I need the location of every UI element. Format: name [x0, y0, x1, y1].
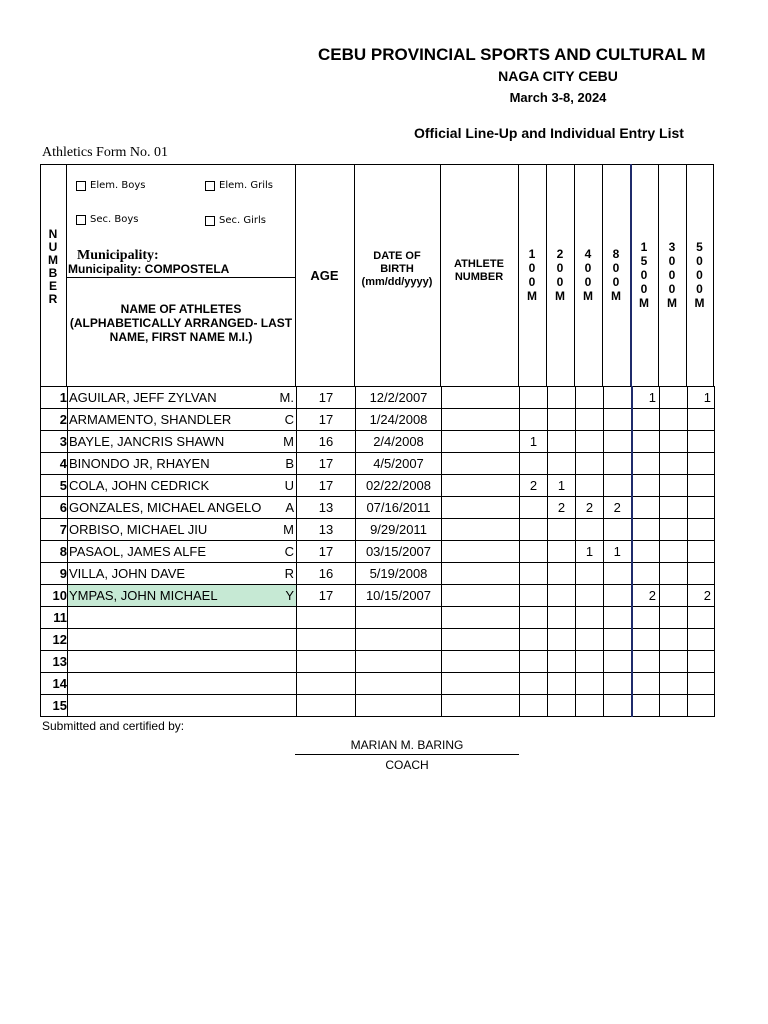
event-200m-cell[interactable]: 2 — [548, 497, 576, 519]
event-1500m-cell[interactable] — [632, 541, 660, 563]
athlete-number-cell[interactable] — [442, 651, 520, 673]
event-dates: March 3-8, 2024 — [509, 90, 607, 105]
row-number[interactable]: 9 — [41, 563, 68, 585]
athlete-number-cell[interactable] — [442, 541, 520, 563]
dob-cell[interactable] — [356, 695, 442, 717]
athlete-name: BAYLE, JANCRIS SHAWN — [69, 434, 225, 449]
event-5000m-header: 5 0 0 0 M — [694, 240, 705, 310]
athlete-name: YMPAS, JOHN MICHAEL — [69, 588, 218, 603]
dob-column-header: DATE OF BIRTH (mm/dd/yyyy) — [361, 249, 433, 288]
age-column-header: AGE — [310, 267, 339, 283]
athlete-name: VILLA, JOHN DAVE — [69, 566, 186, 581]
age-cell[interactable]: 17 — [297, 409, 356, 431]
athlete-name-cell[interactable] — [68, 387, 297, 409]
checkbox-icon — [205, 181, 215, 191]
athlete-number-cell[interactable] — [442, 431, 520, 453]
event-5000m-cell[interactable] — [688, 673, 715, 695]
event-3000m-cell[interactable] — [660, 629, 688, 651]
table-row — [41, 387, 715, 409]
signature-line — [295, 754, 519, 755]
number-column-header: N U M B E R — [48, 227, 58, 306]
event-1500m-cell[interactable]: 2 — [632, 585, 660, 607]
event-200m-cell[interactable] — [548, 409, 576, 431]
table-header — [40, 164, 714, 386]
event-400m-cell[interactable] — [576, 585, 604, 607]
athlete-name: AGUILAR, JEFF ZYLVAN — [69, 390, 217, 405]
middle-initial: M — [283, 522, 294, 537]
athlete-name: BINONDO JR, RHAYEN — [69, 456, 210, 471]
age-cell[interactable]: 17 — [297, 475, 356, 497]
athlete-number-cell[interactable] — [442, 563, 520, 585]
row-number[interactable]: 13 — [41, 651, 68, 673]
middle-initial: C — [284, 412, 294, 427]
table-row — [41, 453, 715, 475]
event-100m-cell[interactable] — [520, 453, 548, 475]
event-3000m-header: 3 0 0 0 M — [667, 240, 677, 310]
event-3000m-cell[interactable] — [660, 607, 688, 629]
event-1500m-cell[interactable] — [632, 431, 660, 453]
event-1500m-cell[interactable] — [632, 519, 660, 541]
age-cell[interactable] — [297, 695, 356, 717]
event-1500m-header: 1 5 0 0 M — [639, 240, 649, 310]
row-number[interactable]: 1 — [41, 387, 68, 409]
athlete-table — [40, 386, 715, 717]
event-100m-cell[interactable] — [520, 563, 548, 585]
event-3000m-cell[interactable] — [660, 453, 688, 475]
athlete-name-cell[interactable] — [68, 497, 297, 519]
event-800m-cell[interactable] — [604, 409, 632, 431]
event-100m-cell[interactable]: 2 — [520, 475, 548, 497]
athlete-number-cell[interactable] — [442, 585, 520, 607]
athlete-number-cell[interactable] — [442, 629, 520, 651]
athlete-name-cell[interactable] — [68, 475, 297, 497]
event-5000m-cell[interactable] — [688, 541, 715, 563]
table-row — [41, 695, 715, 717]
elem-boys-checkbox[interactable]: Elem. Boys — [76, 180, 145, 191]
age-cell[interactable]: 13 — [297, 519, 356, 541]
event-200m-cell[interactable] — [548, 651, 576, 673]
event-800m-cell[interactable] — [604, 673, 632, 695]
event-100m-cell[interactable] — [520, 673, 548, 695]
event-5000m-cell[interactable] — [688, 695, 715, 717]
middle-initial: B — [285, 456, 294, 471]
event-1500m-cell[interactable] — [632, 629, 660, 651]
athlete-name-cell[interactable] — [68, 607, 297, 629]
event-3000m-cell[interactable] — [660, 585, 688, 607]
middle-initial: U — [284, 478, 294, 493]
event-3000m-cell[interactable] — [660, 409, 688, 431]
event-1500m-cell[interactable] — [632, 409, 660, 431]
athlete-name: ARMAMENTO, SHANDLER — [69, 412, 232, 427]
table-row — [41, 607, 715, 629]
event-200m-cell[interactable] — [548, 629, 576, 651]
middle-initial: Y — [285, 588, 294, 603]
checkbox-icon — [205, 216, 215, 226]
table-row — [41, 497, 715, 519]
event-400m-cell[interactable] — [576, 387, 604, 409]
event-200m-cell[interactable] — [548, 607, 576, 629]
table-row — [41, 431, 715, 453]
event-3000m-cell[interactable] — [660, 563, 688, 585]
row-number[interactable]: 7 — [41, 519, 68, 541]
event-800m-cell[interactable] — [604, 695, 632, 717]
event-800m-cell[interactable] — [604, 431, 632, 453]
event-5000m-cell[interactable] — [688, 607, 715, 629]
event-3000m-cell[interactable] — [660, 387, 688, 409]
event-3000m-cell[interactable] — [660, 475, 688, 497]
age-cell[interactable]: 13 — [297, 497, 356, 519]
middle-initial: C — [284, 544, 294, 559]
event-800m-cell[interactable] — [604, 585, 632, 607]
row-number[interactable]: 15 — [41, 695, 68, 717]
event-100m-cell[interactable] — [520, 519, 548, 541]
event-3000m-cell[interactable] — [660, 541, 688, 563]
table-row — [41, 541, 715, 563]
athlete-number-cell[interactable] — [442, 409, 520, 431]
table-row — [41, 651, 715, 673]
athlete-name-cell[interactable] — [68, 673, 297, 695]
athlete-number-cell[interactable] — [442, 497, 520, 519]
event-100m-header: 1 0 0 M — [527, 247, 537, 303]
event-200m-cell[interactable] — [548, 541, 576, 563]
elem-girls-checkbox[interactable]: Elem. Grils — [205, 180, 273, 191]
row-number[interactable]: 14 — [41, 673, 68, 695]
row-number[interactable]: 10 — [41, 585, 68, 607]
event-400m-cell[interactable] — [576, 651, 604, 673]
event-5000m-cell[interactable] — [688, 475, 715, 497]
dob-cell[interactable]: 2/4/2008 — [356, 431, 442, 453]
table-row — [41, 475, 715, 497]
event-800m-cell[interactable] — [604, 563, 632, 585]
athlete-number-cell[interactable] — [442, 673, 520, 695]
athlete-number-cell[interactable] — [442, 453, 520, 475]
dob-cell[interactable]: 12/2/2007 — [356, 387, 442, 409]
athlete-name-cell[interactable] — [68, 541, 297, 563]
table-row — [41, 585, 715, 607]
event-1500m-cell[interactable] — [632, 563, 660, 585]
table-row — [41, 519, 715, 541]
event-200m-cell[interactable] — [548, 563, 576, 585]
athlete-name-cell[interactable] — [68, 431, 297, 453]
signatory-role: COACH — [385, 758, 429, 772]
event-400m-cell[interactable] — [576, 629, 604, 651]
event-800m-cell[interactable] — [604, 629, 632, 651]
event-800m-header: 8 0 0 M — [611, 247, 621, 303]
event-5000m-cell[interactable] — [688, 497, 715, 519]
athlete-name-cell[interactable] — [68, 695, 297, 717]
table-row — [41, 563, 715, 585]
athlete-name-cell[interactable] — [68, 563, 297, 585]
event-200m-cell[interactable] — [548, 387, 576, 409]
event-1500m-cell[interactable] — [632, 651, 660, 673]
form-number: Athletics Form No. 01 — [42, 145, 168, 160]
event-800m-cell[interactable] — [604, 651, 632, 673]
names-column-header: NAME OF ATHLETES (ALPHABETICALLY ARRANGED- LAST NAME, FIRST NAME M.I.) — [69, 302, 293, 344]
athlete-name-cell[interactable] — [68, 409, 297, 431]
athlete-number-cell[interactable] — [442, 695, 520, 717]
age-cell[interactable] — [297, 651, 356, 673]
event-5000m-cell[interactable] — [688, 651, 715, 673]
event-3000m-cell[interactable] — [660, 695, 688, 717]
event-100m-cell[interactable] — [520, 695, 548, 717]
event-5000m-cell[interactable] — [688, 431, 715, 453]
form-title: Official Line-Up and Individual Entry List — [414, 125, 684, 141]
event-400m-cell[interactable] — [576, 607, 604, 629]
athlete-name: GONZALES, MICHAEL ANGELO — [69, 500, 262, 515]
dob-cell[interactable]: 4/5/2007 — [356, 453, 442, 475]
event-5000m-cell[interactable] — [688, 629, 715, 651]
sec-girls-checkbox[interactable]: Sec. Girls — [205, 215, 266, 226]
age-cell[interactable]: 17 — [297, 585, 356, 607]
dob-cell[interactable]: 03/15/2007 — [356, 541, 442, 563]
dob-cell[interactable]: 1/24/2008 — [356, 409, 442, 431]
dob-cell[interactable] — [356, 673, 442, 695]
middle-initial: M. — [279, 390, 294, 405]
athlete-name-cell[interactable] — [68, 629, 297, 651]
event-400m-cell[interactable] — [576, 453, 604, 475]
age-cell[interactable]: 16 — [297, 563, 356, 585]
event-400m-cell[interactable] — [576, 673, 604, 695]
event-400m-cell[interactable] — [576, 475, 604, 497]
event-800m-cell[interactable] — [604, 519, 632, 541]
event-1500m-cell[interactable] — [632, 673, 660, 695]
event-1500m-cell[interactable]: 1 — [632, 387, 660, 409]
athlete-number-cell[interactable] — [442, 607, 520, 629]
row-number[interactable]: 2 — [41, 409, 68, 431]
event-3000m-cell[interactable] — [660, 431, 688, 453]
event-800m-cell[interactable]: 1 — [604, 541, 632, 563]
checkbox-icon — [76, 215, 86, 225]
event-1500m-cell[interactable] — [632, 607, 660, 629]
event-200m-cell[interactable] — [548, 673, 576, 695]
age-cell[interactable]: 17 — [297, 453, 356, 475]
dob-cell[interactable]: 07/16/2011 — [356, 497, 442, 519]
municipality-label: Municipality: — [77, 248, 159, 263]
athlete-name-cell[interactable] — [68, 585, 297, 607]
event-5000m-cell[interactable] — [688, 453, 715, 475]
event-400m-header: 4 0 0 M — [583, 247, 593, 303]
age-cell[interactable]: 17 — [297, 541, 356, 563]
event-3000m-cell[interactable] — [660, 497, 688, 519]
event-800m-cell[interactable]: 2 — [604, 497, 632, 519]
event-400m-cell[interactable] — [576, 695, 604, 717]
event-200m-header: 2 0 0 M — [555, 247, 565, 303]
athlete-number-cell[interactable] — [442, 475, 520, 497]
event-200m-cell[interactable] — [548, 695, 576, 717]
age-cell[interactable] — [297, 629, 356, 651]
event-5000m-cell[interactable]: 1 — [688, 387, 715, 409]
venue: NAGA CITY CEBU — [498, 68, 618, 84]
event-200m-cell[interactable] — [548, 431, 576, 453]
event-100m-cell[interactable]: 1 — [520, 431, 548, 453]
athlete-name: ORBISO, MICHAEL JIU — [69, 522, 208, 537]
athlete-number-cell[interactable] — [442, 387, 520, 409]
event-400m-cell[interactable]: 2 — [576, 497, 604, 519]
row-number[interactable]: 11 — [41, 607, 68, 629]
athlete-number-column-header: ATHLETE NUMBER — [454, 258, 504, 283]
event-100m-cell[interactable] — [520, 607, 548, 629]
event-800m-cell[interactable] — [604, 453, 632, 475]
dob-cell[interactable] — [356, 651, 442, 673]
event-100m-cell[interactable] — [520, 387, 548, 409]
age-cell[interactable]: 17 — [297, 387, 356, 409]
middle-initial: M — [283, 434, 294, 449]
event-3000m-cell[interactable] — [660, 673, 688, 695]
table-row — [41, 629, 715, 651]
row-number[interactable]: 3 — [41, 431, 68, 453]
municipality-value: Municipality: COMPOSTELA — [68, 262, 230, 276]
checkbox-icon — [76, 181, 86, 191]
row-number[interactable]: 6 — [41, 497, 68, 519]
event-1500m-cell[interactable] — [632, 453, 660, 475]
athlete-name-cell[interactable] — [68, 453, 297, 475]
signatory-name: MARIAN M. BARING — [350, 738, 464, 752]
event-100m-cell[interactable] — [520, 585, 548, 607]
athlete-name-cell[interactable] — [68, 651, 297, 673]
row-number[interactable]: 12 — [41, 629, 68, 651]
table-row — [41, 409, 715, 431]
event-800m-cell[interactable] — [604, 475, 632, 497]
event-5000m-cell[interactable]: 2 — [688, 585, 715, 607]
event-100m-cell[interactable] — [520, 541, 548, 563]
event-5000m-cell[interactable] — [688, 409, 715, 431]
event-5000m-cell[interactable] — [688, 563, 715, 585]
event-200m-cell[interactable]: 1 — [548, 475, 576, 497]
event-5000m-cell[interactable] — [688, 519, 715, 541]
event-100m-cell[interactable] — [520, 651, 548, 673]
event-1500m-cell[interactable] — [632, 497, 660, 519]
row-number[interactable]: 8 — [41, 541, 68, 563]
event-400m-cell[interactable] — [576, 563, 604, 585]
event-400m-cell[interactable]: 1 — [576, 541, 604, 563]
event-200m-cell[interactable] — [548, 453, 576, 475]
event-400m-cell[interactable] — [576, 409, 604, 431]
event-3000m-cell[interactable] — [660, 519, 688, 541]
dob-cell[interactable] — [356, 629, 442, 651]
event-3000m-cell[interactable] — [660, 651, 688, 673]
age-cell[interactable] — [297, 607, 356, 629]
row-number[interactable]: 5 — [41, 475, 68, 497]
event-800m-cell[interactable] — [604, 387, 632, 409]
event-1500m-cell[interactable] — [632, 695, 660, 717]
athlete-name: COLA, JOHN CEDRICK — [69, 478, 210, 493]
athlete-name-cell[interactable] — [68, 519, 297, 541]
submitted-label: Submitted and certified by: — [42, 719, 185, 733]
table-row — [41, 673, 715, 695]
age-cell[interactable]: 16 — [297, 431, 356, 453]
dob-cell[interactable]: 5/19/2008 — [356, 563, 442, 585]
event-200m-cell[interactable] — [548, 519, 576, 541]
row-number[interactable]: 4 — [41, 453, 68, 475]
dob-cell[interactable]: 9/29/2011 — [356, 519, 442, 541]
sec-boys-checkbox[interactable]: Sec. Boys — [76, 214, 138, 225]
dob-cell[interactable]: 10/15/2007 — [356, 585, 442, 607]
event-1500m-cell[interactable] — [632, 475, 660, 497]
middle-initial: R — [284, 566, 294, 581]
event-400m-cell[interactable] — [576, 519, 604, 541]
athlete-name: PASAOL, JAMES ALFE — [69, 544, 207, 559]
event-800m-cell[interactable] — [604, 607, 632, 629]
middle-initial: A — [285, 500, 294, 515]
event-100m-cell[interactable] — [520, 629, 548, 651]
event-200m-cell[interactable] — [548, 585, 576, 607]
event-100m-cell[interactable] — [520, 409, 548, 431]
event-title: CEBU PROVINCIAL SPORTS AND CULTURAL M — [318, 45, 706, 64]
event-400m-cell[interactable] — [576, 431, 604, 453]
event-100m-cell[interactable] — [520, 497, 548, 519]
athlete-number-cell[interactable] — [442, 519, 520, 541]
dob-cell[interactable]: 02/22/2008 — [356, 475, 442, 497]
dob-cell[interactable] — [356, 607, 442, 629]
age-cell[interactable] — [297, 673, 356, 695]
